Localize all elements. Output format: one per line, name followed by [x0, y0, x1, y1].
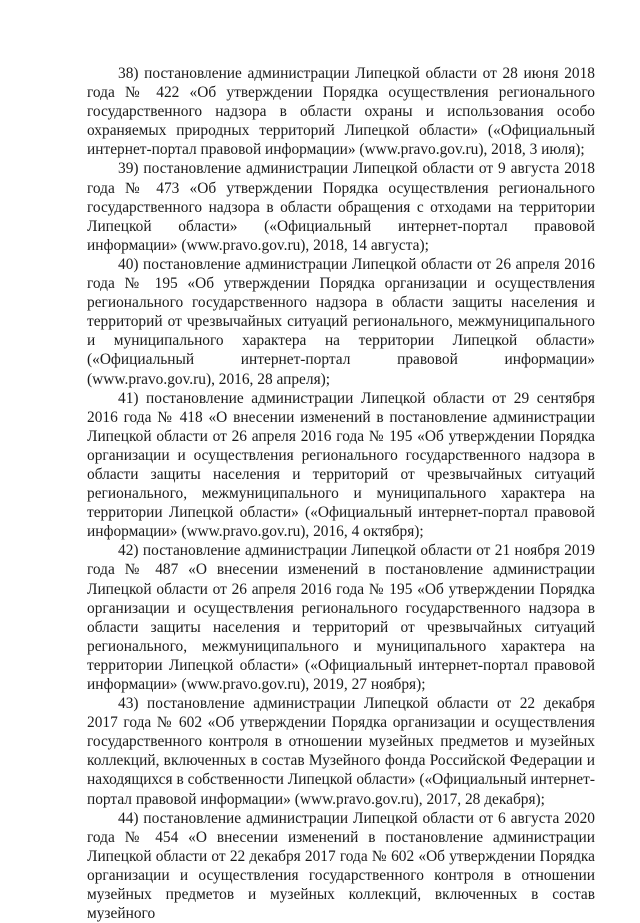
list-item-43: 43) постановление администрации Липецкой области от 22 декабря 2017 года № 602 «Об утверждении Порядка организации и осуществления государственного контроля в отношении музейных предметов и музейных коллекций, включенных в состав Музейного фонда Российской Федерации и находящихся в собственности Липецкой области» («Официальный интернет-портал правовой информации» (www.pravo.gov.ru), 2017, 28 декабря);: [87, 695, 595, 808]
list-item-39: 39) постановление администрации Липецкой области от 9 августа 2018 года № 473 «Об утверждении Порядка осуществления регионального государственного надзора в области обращения с отходами на территории Липецкой области» («Официальный интернет-портал правовой информации» (www.pravo.gov.ru), 2018, 14 августа);: [87, 160, 595, 254]
list-item-44: 44) постановление администрации Липецкой области от 6 августа 2020 года № 454 «О внесении изменений в постановление администрации Липецкой области от 22 декабря 2017 года № 602 «Об утверждении Порядка организации и осуществления государственного контроля в отношении музейных предметов и музейных коллекций, включенных в состав музейного: [87, 809, 595, 923]
list-item-41: 41) постановление администрации Липецкой области от 29 сентября 2016 года № 418 «О внесении изменений в постановление администрации Липецкой области от 26 апреля 2016 года № 195 «Об утверждении Порядка организации и осуществления регионального государственного надзора в области защиты населения и территорий от чрезвычайных ситуаций регионального, межмуниципального и муниципального характера на территории Липецкой области» («Официальный интернет-портал правовой информации» (www.pravo.gov.ru), 2016, 4 октября);: [87, 389, 595, 541]
document-body: [87, 64, 595, 923]
list-item-38: 38) постановление администрации Липецкой области от 28 июня 2018 года № 422 «Об утверждении Порядка осуществления регионального государственного надзора в области охраны и использования особо охраняемых природных территорий Липецкой области» («Официальный интернет-портал правовой информации» (www.pravo.gov.ru), 2018, 3 июля);: [87, 65, 595, 159]
list-item-40: 40) постановление администрации Липецкой области от 26 апреля 2016 года № 195 «Об утверждении Порядка организации и осуществления регионального государственного надзора в области защиты населения и территорий от чрезвычайных ситуаций регионального, межмуниципального и муниципального характера на территории Липецкой области» («Официальный интернет-портал правовой информации» (www.pravo.gov.ru), 2016, 28 апреля);: [87, 255, 595, 388]
list-item-42: 42) постановление администрации Липецкой области от 21 ноября 2019 года № 487 «О внесении изменений в постановление администрации Липецкой области от 26 апреля 2016 года № 195 «Об утверждении Порядка организации и осуществления регионального государственного надзора в области защиты населения и территорий от чрезвычайных ситуаций регионального, межмуниципального и муниципального характера на территории Липецкой области» («Официальный интернет-портал правовой информации» (www.pravo.gov.ru), 2019, 27 ноября);: [87, 542, 595, 693]
